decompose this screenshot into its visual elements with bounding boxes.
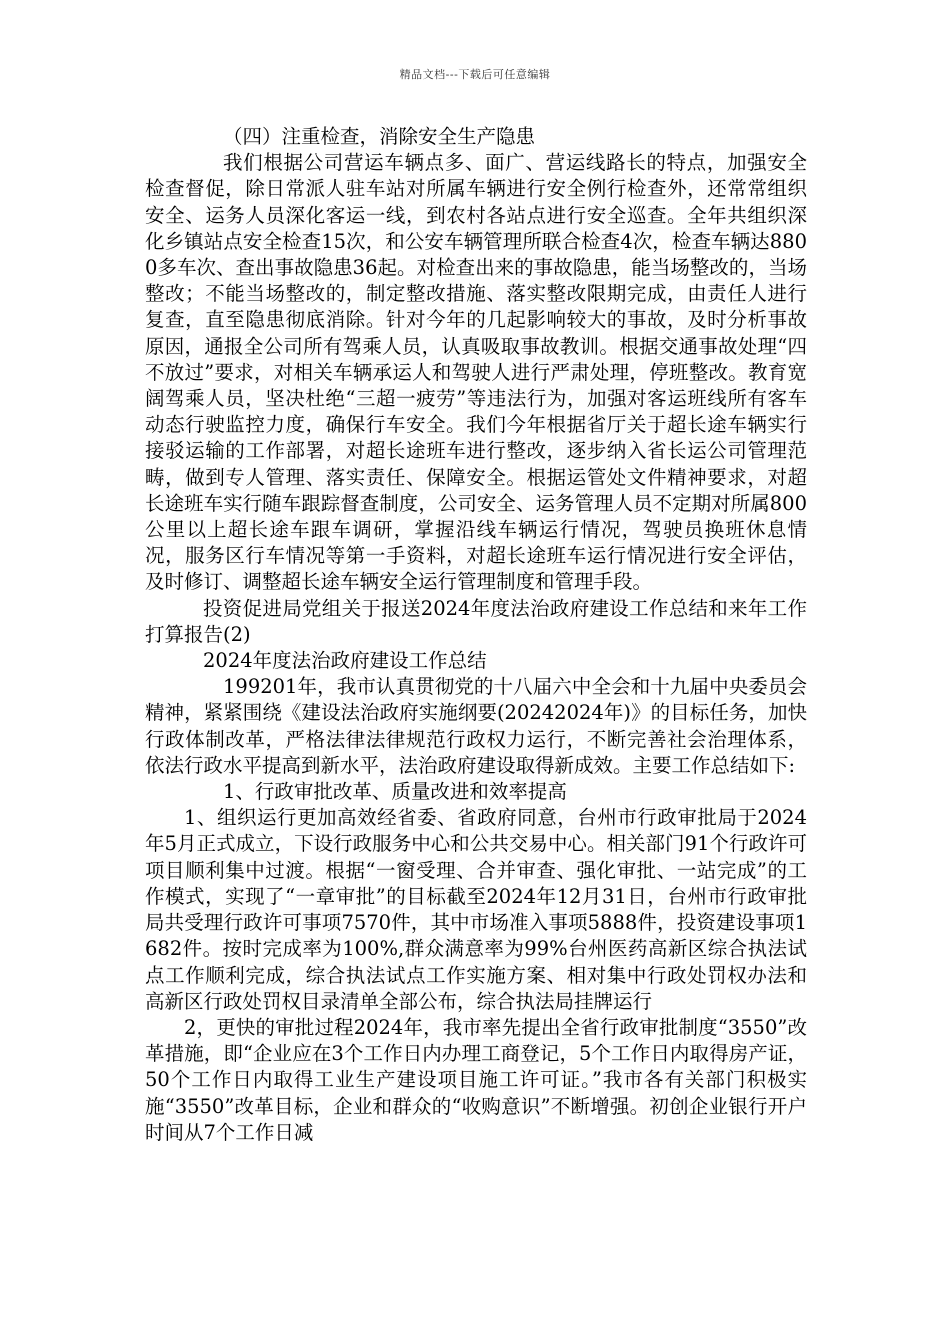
paragraph: 199201年，我市认真贯彻党的十八届六中全会和十九届中央委员会精神，紧紧围绕《建设法治政府实施纲要(20242024年)》的目标任务，加快行政体制改革，严格法律法律规范行政权力运行，不断完善社会治理体系，依法行政水平提高到新水平，法治政府建设取得新成效。主要工作总结如下: (145, 675, 807, 777)
summary-title: 2024年度法治政府建设工作总结 (203, 649, 487, 673)
page-header: 精品文档---下载后可任意编辑 (399, 68, 551, 81)
paragraph: 1、组织运行更加高效经省委、省政府同意，台州市行政审批局于2024年5月正式成立，下设行政服务中心和公共交易中心。相关部门91个行政许可项目顺利集中过渡。根据“一窗受理、合并审查、强化审批、一站完成”的工作模式，实现了“一章审批”的目标截至2024年12月31日，台州市行政审批局共受理行政许可事项7570件，其中市场准入事项5888件，投资建设事项1682件。按时完成率为100%,群众满意率为99%台州医药高新区综合执法试点工作顺利完成，综合执法试点工作实施方案、相对集中行政处罚权办法和高新区行政处罚权目录清单全部公布，综合执法局挂牌运行 (145, 806, 807, 1013)
sub-heading: 1、行政审批改革、质量改进和效率提高 (223, 780, 567, 804)
section-heading: （四）注重检查，消除安全生产隐患 (223, 125, 536, 148)
report-title: 投资促进局党组关于报送2024年度法治政府建设工作总结和来年工作打算报告(2) (145, 596, 807, 646)
paragraph: 我们根据公司营运车辆点多、面广、营运线路长的特点，加强安全检查督促，除日常派人驻车站对所属车辆进行安全例行检查外，还常常组织安全、运务人员深化客运一线，到农村各站点进行安全巡查。全年共组织深化乡镇站点安全检查15次，和公安车辆管理所联合检查4次，检查车辆达8800多车次、查出事故隐患36起。对检查出来的事故隐患，能当场整改的，当场整改；不能当场整改的，制定整改措施、落实整改限期完成，由责任人进行复查，直至隐患彻底消除。针对今年的几起影响较大的事故，及时分析事故原因，通报全公司所有驾乘人员，认真吸取事故教训。根据交通事故处理“四不放过”要求，对相关车辆承运人和驾驶人进行严肃处理，停班整改。教育宽阔驾乘人员，坚决杜绝“三超一疲劳”等违法行为，加强对客运班线所有客车动态行驶监控力度，确保行车安全。我们今年根据省厅关于超长途车辆实行接驳运输的工作部署，对超长途班车进行整改，逐步纳入省长运公司管理范畴，做到专人管理、落实责任、保障安全。根据运管处文件精神要求，对超长途班车实行随车跟踪督查制度，公司安全、运务管理人员不定期对所属800公里以上超长途车跟车调研，掌握沿线车辆运行情况，驾驶员换班休息情况，服务区行车情况等第一手资料，对超长途班车运行情况进行安全评估，及时修订、调整超长途车辆安全运行管理制度和管理手段。 (145, 151, 807, 594)
paragraph: 2，更快的审批过程2024年，我市率先提出全省行政审批制度“3550”改革措施，即“企业应在3个工作日内办理工商登记，5个工作日内取得房产证，50个工作日内取得工业生产建设项目施工许可证。”我市各有关部门积极实施“3550”改革目标，企业和群众的“收购意识”不断增强。初创企业银行开户时间从7个工作日减 (145, 1015, 807, 1144)
document-body (145, 124, 807, 1146)
